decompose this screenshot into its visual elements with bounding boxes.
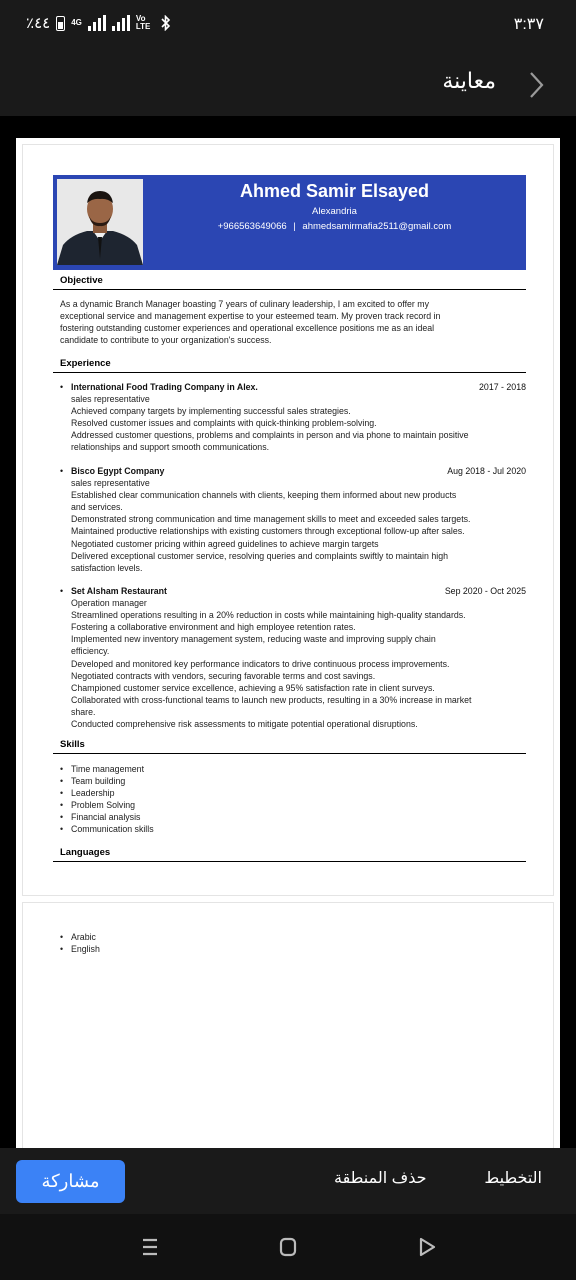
skills-heading: Skills	[53, 739, 526, 754]
job-detail: Resolved customer issues and complaints with quick-thinking problem-solving.	[71, 418, 377, 429]
profile-photo	[57, 179, 143, 265]
document-sheet	[16, 138, 560, 1148]
recent-apps-icon[interactable]	[137, 1234, 163, 1260]
job-detail: Delivered exceptional customer service, resolving queries and complaints swiftly to maintain high	[71, 550, 448, 561]
job-company: Set Alsham Restaurant	[71, 586, 167, 596]
bluetooth-icon	[160, 15, 172, 31]
objective-text	[60, 298, 522, 346]
job-detail: Developed and monitored key performance indicators to drive continuous process improvements.	[71, 658, 450, 669]
languages-list	[60, 931, 100, 955]
battery-icon	[56, 16, 65, 31]
network-type: 4G	[71, 18, 82, 27]
signal-icon	[88, 15, 106, 31]
bottom-toolbar	[0, 1148, 576, 1214]
objective-line: candidate to contribute to your organization's success.	[60, 335, 272, 346]
job-company: Bisco Egypt Company	[71, 466, 165, 476]
languages-heading: Languages	[53, 847, 526, 862]
job-detail: Fostering a collaborative environment and high employee retention rates.	[71, 622, 356, 633]
back-triangle-icon[interactable]	[414, 1234, 440, 1260]
experience-item	[60, 381, 526, 454]
language-item: • English	[60, 943, 100, 955]
skill-item: • Team building	[60, 775, 154, 787]
objective-heading: Objective	[53, 275, 526, 290]
clock: ٣:٣٧	[513, 16, 544, 33]
job-detail: relationships and support smooth communications.	[71, 442, 270, 453]
job-detail: Streamlined operations resulting in a 20% reduction in costs while maintaining high-quality standards.	[71, 610, 466, 621]
job-detail: and services.	[71, 502, 123, 513]
status-bar	[0, 0, 576, 52]
job-title: sales representative	[71, 478, 150, 489]
job-dates: Aug 2018 - Jul 2020	[447, 466, 526, 476]
signal-icon-sim2	[112, 15, 130, 31]
job-detail: share.	[71, 706, 96, 717]
job-detail: Conducted comprehensive risk assessments to mitigate potential operational disruptions.	[71, 719, 418, 730]
job-detail: Championed customer service excellence, achieving a 95% satisfaction rate in client surveys.	[71, 682, 435, 693]
resume-city: Alexandria	[312, 206, 357, 217]
share-button[interactable]: مشاركة	[16, 1160, 125, 1203]
volte-icon: Vo LTE	[135, 14, 151, 31]
job-detail: Demonstrated strong communication and time management skills to meet and exceeded sales targets.	[71, 514, 471, 525]
skills-list	[60, 763, 154, 836]
status-icons	[26, 14, 172, 32]
job-detail: Negotiated contracts with vendors, securing favorable terms and cost savings.	[71, 670, 376, 681]
resume-email: ahmedsamirmafia2511@gmail.com	[302, 221, 452, 232]
job-title: Operation manager	[71, 598, 147, 609]
experience-heading: Experience	[53, 358, 526, 373]
resume-contact	[143, 221, 526, 232]
resume-page-2	[22, 902, 554, 1148]
experience-item	[60, 465, 526, 574]
job-detail: Collaborated with cross-functional teams to launch new products, resulting in a 30% increase in market	[71, 694, 472, 705]
skill-item: • Problem Solving	[60, 799, 154, 811]
job-detail: Maintained productive relationships with existing customers through exceptional follow-up after sales.	[71, 526, 465, 537]
skill-item: • Leadership	[60, 787, 154, 799]
objective-line: fostering outstanding customer experiences and operational excellence positions me as an ideal	[60, 323, 435, 334]
job-dates: 2017 - 2018	[479, 382, 526, 392]
job-detail: Implemented new inventory management system, reducing waste and improving supply chain	[71, 634, 436, 645]
app-header	[0, 52, 576, 116]
resume-header	[53, 175, 526, 270]
job-detail: Negotiated customer pricing within agreed guidelines to achieve margin targets	[71, 538, 379, 549]
crop-area-button[interactable]: حذف المنطقة	[334, 1170, 427, 1187]
layout-button[interactable]: التخطيط	[484, 1170, 542, 1187]
job-detail: efficiency.	[71, 646, 110, 657]
language-item: • Arabic	[60, 931, 100, 943]
job-title: sales representative	[71, 394, 150, 405]
battery-percent: ٪٤٤	[26, 15, 51, 32]
document-preview[interactable]	[0, 116, 576, 1148]
objective-line: As a dynamic Branch Manager boasting 7 years of culinary leadership, I am excited to offer my	[60, 299, 430, 309]
resume-page-1	[22, 144, 554, 896]
system-nav-bar	[0, 1214, 576, 1280]
job-detail: Achieved company targets by implementing successful sales strategies.	[71, 406, 351, 417]
resume-phone: +966563649066	[217, 221, 287, 232]
job-detail: Established clear communication channels with clients, keeping them informed about new products	[71, 490, 457, 501]
back-chevron-icon[interactable]	[526, 70, 548, 100]
home-icon[interactable]	[275, 1234, 301, 1260]
page-title: معاينة	[442, 68, 496, 93]
skill-item: • Communication skills	[60, 823, 154, 835]
job-detail: satisfaction levels.	[71, 562, 143, 573]
job-dates: Sep 2020 - Oct 2025	[444, 586, 526, 596]
contact-separator: |	[293, 221, 296, 232]
resume-name: Ahmed Samir Elsayed	[239, 181, 430, 201]
job-detail: Addressed customer questions, problems and complaints in person and via phone to maintain positive	[71, 430, 469, 441]
experience-item	[60, 585, 526, 730]
objective-line: exceptional service and management expertise to your esteemed team. My proven track record in	[60, 311, 441, 322]
skill-item: • Financial analysis	[60, 811, 154, 823]
job-company: International Food Trading Company in Alex.	[71, 382, 258, 392]
person-image	[57, 179, 143, 265]
skill-item: • Time management	[60, 763, 154, 775]
